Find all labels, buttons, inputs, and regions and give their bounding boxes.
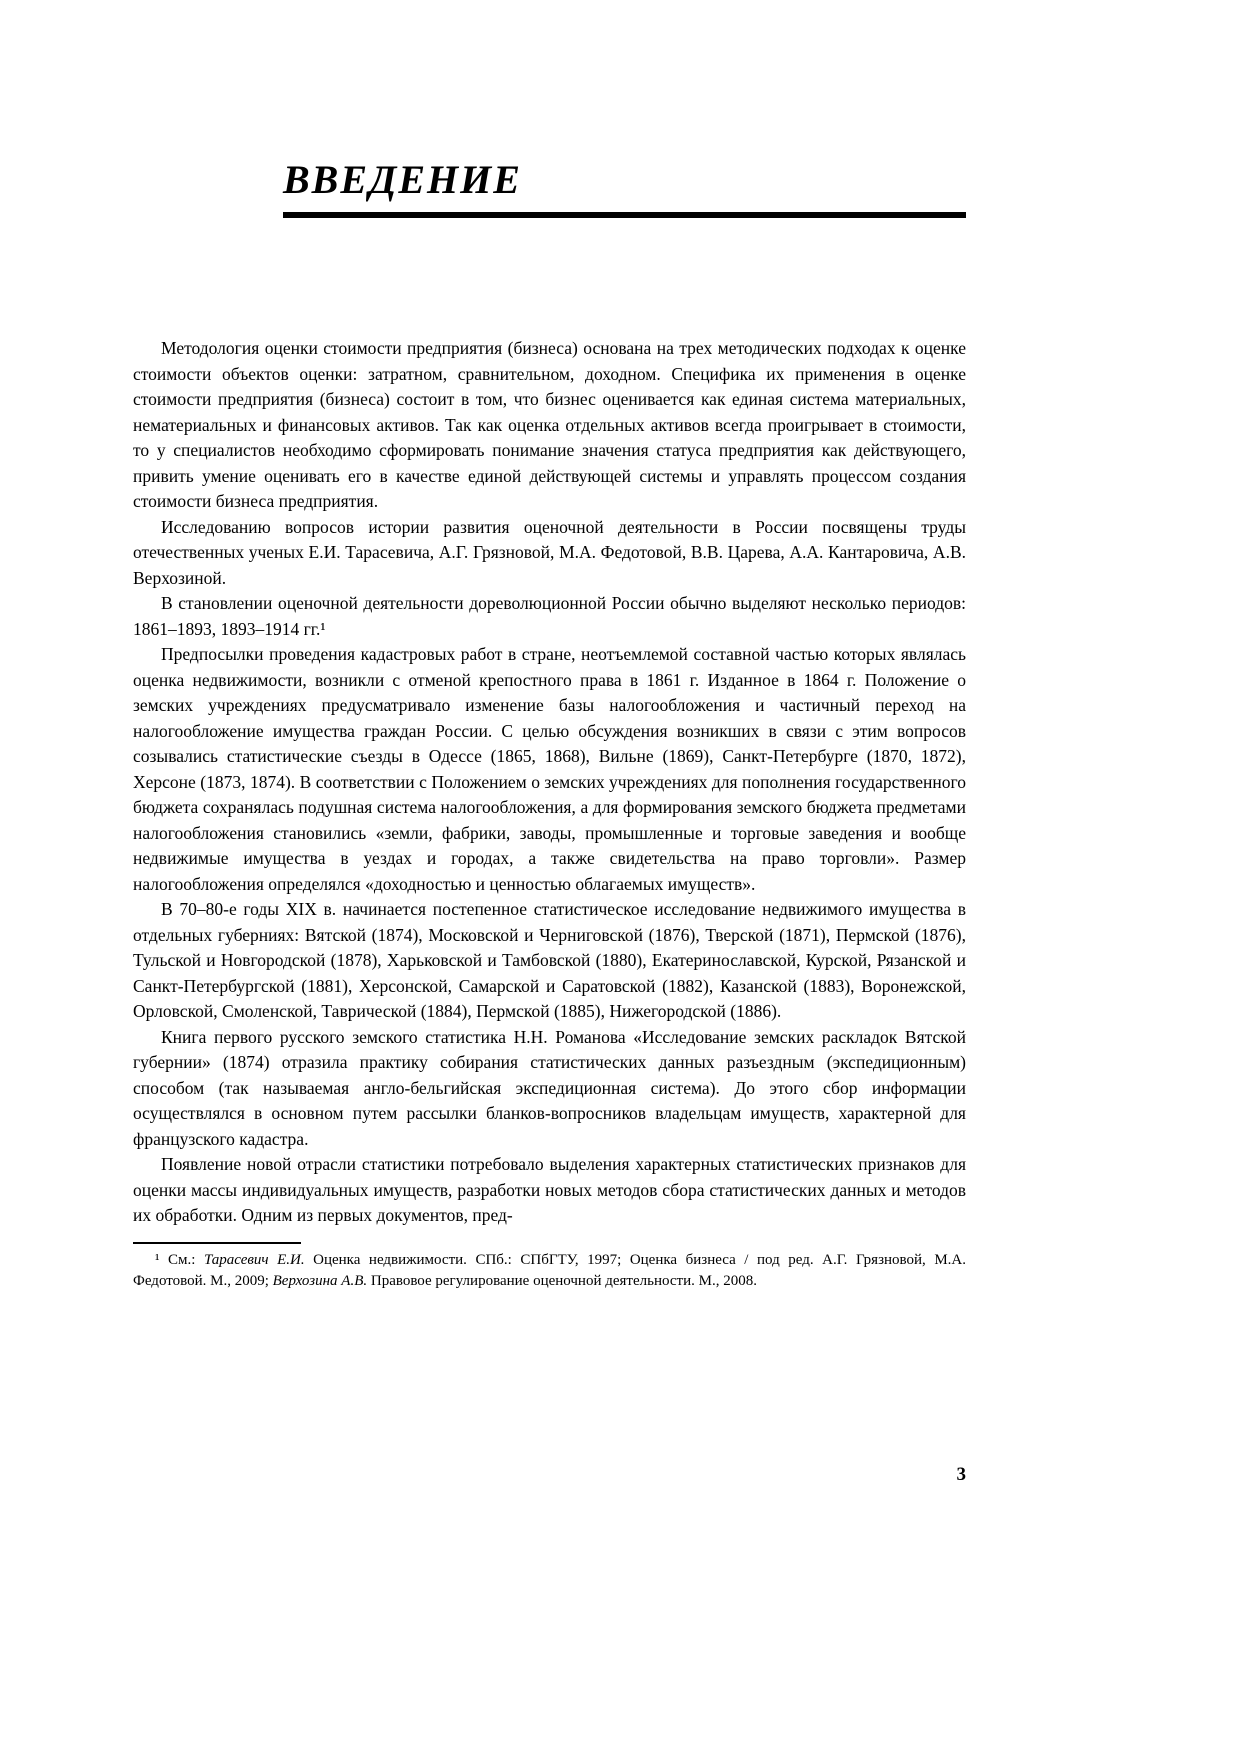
footnote xyxy=(133,1242,966,1292)
footnote-part-2: Оценка недвижимости. СПб.: СПбГТУ, 1997; Оценка бизнеса / под ред. А.Г. Грязновой, М.А. Федотовой. М., 2009; xyxy=(133,1251,966,1289)
paragraph-5: В 70–80-е годы XIX в. начинается постепенное статистическое исследование недвижимого имущества в отдельных губерниях: Вятской (1874), Московской и Черниговской (1876), Тверской (1871), Пермской (1876), Тульской и Новгородской (1878), Харьковской и Тамбовской (1880), Екатеринославской, Курской, Рязанской и Санкт-Петербургской (1881), Херсонской, Самарской и Саратовской (1882), Казанской (1883), Воронежской, Орловской, Смоленской, Таврической (1884), Пермской (1885), Нижегородской (1886). xyxy=(133,899,966,1021)
footnote-text xyxy=(133,1250,966,1292)
page-title: ВВЕДЕНИЕ xyxy=(283,157,522,202)
body-text xyxy=(133,336,966,1229)
paragraph-1: Методология оценки стоимости предприятия (бизнеса) основана на трех методических подходах к оценке стоимости объектов оценки: затратном, сравнительном, доходном. Специфика их применения в оценке стоимости предприятия (бизнеса) состоит в том, что бизнес оценивается как единая система материальных, нематериальных и финансовых активов. Так как оценка отдельных активов всегда проигрывает в стоимости, то у специалистов необходимо сформировать понимание значения статуса предприятия как действующего, привить умение оценивать его в качестве единой действующей системы и управлять процессом создания стоимости бизнеса предприятия. xyxy=(133,338,966,511)
footnote-author-2: Верхозина А.В. xyxy=(272,1272,368,1289)
footnote-part-3: Правовое регулирование оценочной деятельности. М., 2008. xyxy=(367,1272,757,1289)
paragraph-4: Предпосылки проведения кадастровых работ в стране, неотъемлемой составной частью которых являлась оценка недвижимости, возникли с отменой крепостного права в 1861 г. Изданное в 1864 г. Положение о земских учреждениях предусматривало изменение базы налогообложения и частичный переход на налогообложение имущества граждан России. С целью обсуждения возникших в связи с этим вопросов созывались статистические съезды в Одессе (1865, 1868), Вильне (1869), Санкт-Петербурге (1870, 1872), Херсоне (1873, 1874). В соответствии с Положением о земских учреждениях для пополнения государственного бюджета сохранялась подушная система налогообложения, а для формирования земского бюджета предметами налогообложения становились «земли, фабрики, заводы, промышленные и торговые заведения и вообще недвижимые имущества в уездах и городах, а также свидетельства на право торговли». Размер налогообложения определялся «доходностью и ценностью облагаемых имуществ». xyxy=(133,644,966,894)
title-rule xyxy=(283,212,966,218)
page-number: 3 xyxy=(956,1464,966,1485)
paragraph-6: Книга первого русского земского статистика Н.Н. Романова «Исследование земских раскладок Вятской губернии» (1874) отразила практику собирания статистических данных разъездным (экспедиционным) способом (так называемая англо-бельгийская экспедиционная система). До этого сбор информации осуществлялся в основном путем рассылки бланков-вопросников владельцам имуществ, характерной для французского кадастра. xyxy=(133,1026,966,1149)
footnote-author-1: Тарасевич Е.И. xyxy=(203,1251,305,1268)
paragraph-2: Исследованию вопросов истории развития оценочной деятельности в России посвящены труды отечественных ученых Е.И. Тарасевича, А.Г. Грязновой, М.А. Федотовой, В.В. Царева, А.А. Кантаровича, А.В. Верхозиной. xyxy=(133,516,966,588)
footnote-rule xyxy=(133,1242,301,1244)
page-content xyxy=(133,158,966,1292)
footnote-marker-text: ¹ См.: xyxy=(155,1251,204,1268)
paragraph-3: В становлении оценочной деятельности дореволюционной России обычно выделяют несколько периодов: 1861–1893, 1893–1914 гг.¹ xyxy=(133,593,966,639)
paragraph-7: Появление новой отрасли статистики потребовало выделения характерных статистических признаков для оценки массы индивидуальных имуществ, разработки новых методов сбора статистических данных и методов их обработки. Одним из первых документов, пред- xyxy=(133,1154,966,1225)
